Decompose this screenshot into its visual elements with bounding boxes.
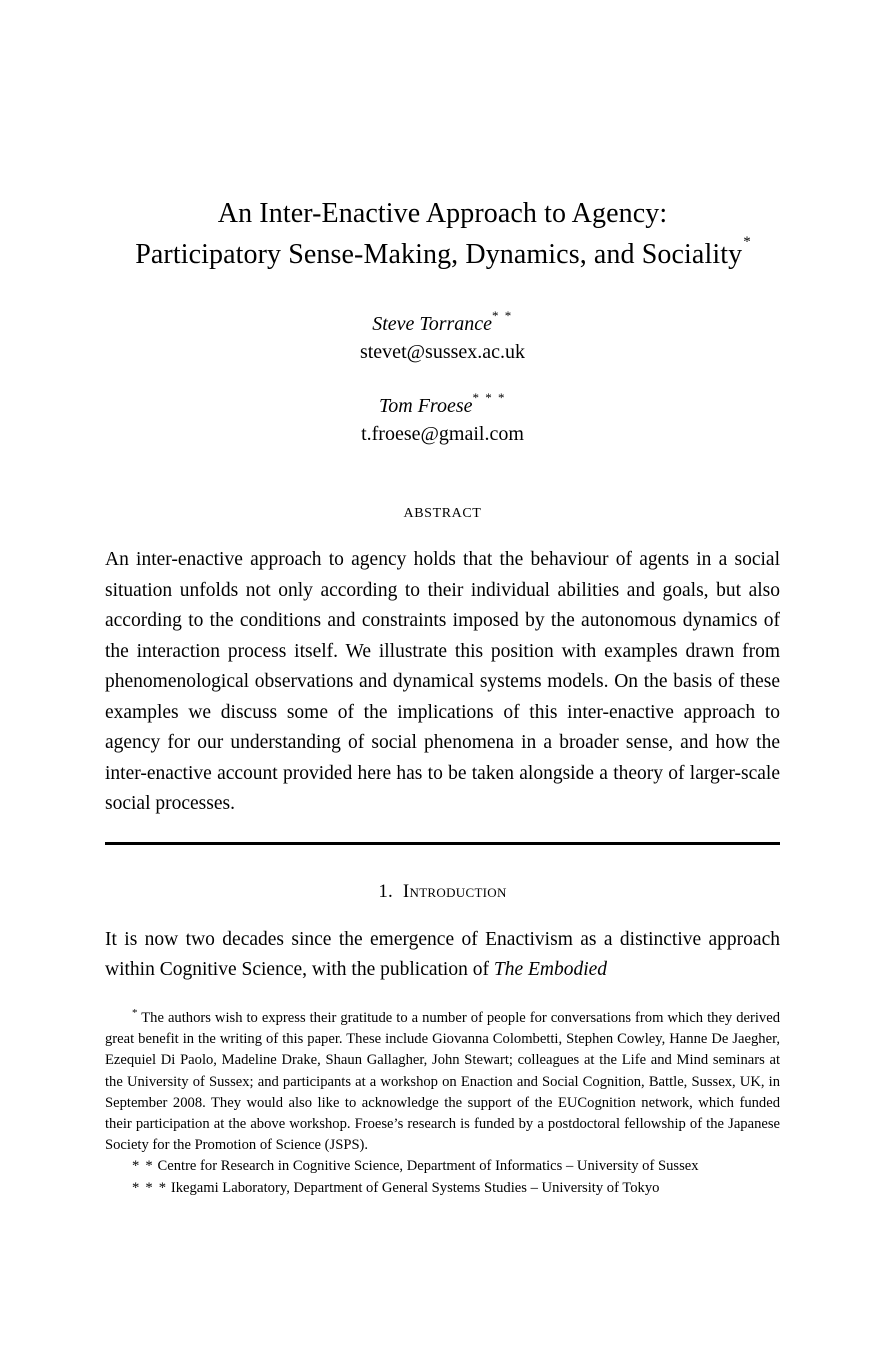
- footnote-marker-2: * *: [132, 1158, 154, 1175]
- footnote-acknowledgement: [105, 1008, 780, 1156]
- abstract-body: An inter-enactive approach to agency holds that the behaviour of agents in a social situation unfolds not only according to their individual abilities and goals, but also according to the conditions and constraints imposed by the autonomous dynamics of the interaction process itself. We illustrate this position with examples drawn from phenomenological observations and dynamical systems models. On the basis of these examples we discuss some of the implications of this inter-enactive approach to agency for our understanding of social phenomena in a broader sense, and how the inter-enactive account provided here has to be taken alongside a theory of larger-scale social processes.: [105, 549, 780, 814]
- footnote-affiliation-1: [105, 1156, 780, 1177]
- author-email-2: t.froese@gmail.com: [361, 423, 524, 445]
- horizontal-rule: [105, 842, 780, 845]
- book-title-italic: The Embodied: [493, 959, 608, 980]
- author-list: [105, 308, 780, 448]
- paper-title: [105, 193, 780, 275]
- author-email-1: stevet@sussex.ac.uk: [359, 341, 526, 363]
- section-heading-introduction: [105, 881, 780, 903]
- author-1-footnote-marker: * *: [492, 308, 513, 324]
- title-line-2-text: Participatory Sense-Making, Dynamics, and Sociality: [135, 239, 743, 270]
- section-title: Introduction: [402, 880, 507, 902]
- footnote-marker-1: *: [132, 1007, 138, 1020]
- footnote-acknowledgement-text: The authors wish to express their gratitude to a number of people for conversations from which they derived great benefit in the writing of this paper. These include Giovanna Colombetti, Stephen Cowley, Hanne De Jaegher, Ezequiel Di Paolo, Madeline Drake, Shaun Gallagher, John Stewart; colleagues at the Life and Mind seminars at the University of Sussex; and participants at a workshop on Enaction and Social Cognition, Battle, Sussex, UK, in September 2008. They would also like to acknowledge the support of the EUCognition network, which funded their participation at the above workshop. Froese’s research is funded by a postdoctoral fellowship of the Japanese Society for the Promotion of Science (JSPS).: [105, 1010, 780, 1154]
- introduction-paragraph: [105, 925, 780, 986]
- introduction-text: It is now two decades since the emergence of Enactivism as a distinctive approach within Cognitive Science, with the publication of: [105, 928, 780, 980]
- section-number: 1.: [378, 880, 393, 902]
- footnote-block: [105, 1008, 780, 1199]
- paper-page: [105, 0, 780, 1359]
- author-name-1: [105, 308, 780, 338]
- author-name-1-text: Steve Torrance: [372, 313, 493, 335]
- author-name-2-text: Tom Froese: [378, 395, 473, 417]
- title-footnote-marker: *: [743, 233, 751, 250]
- author-name-2: [105, 390, 780, 420]
- abstract-heading: ABSTRACT: [403, 506, 482, 521]
- footnote-marker-3: * * *: [132, 1179, 168, 1196]
- title-line-1: An Inter-Enactive Approach to Agency:: [217, 198, 668, 229]
- author-entry-2: [105, 390, 780, 448]
- footnote-affiliation-2-text: Ikegami Laboratory, Department of General Systems Studies – University of Tokyo: [170, 1179, 660, 1196]
- footnote-affiliation-1-text: Centre for Research in Cognitive Science, Department of Informatics – University of Sussex: [157, 1158, 699, 1175]
- footnote-affiliation-2: [105, 1178, 780, 1199]
- author-entry-1: [105, 308, 780, 366]
- author-2-footnote-marker: * * *: [472, 390, 507, 406]
- title-line-2: [105, 234, 780, 275]
